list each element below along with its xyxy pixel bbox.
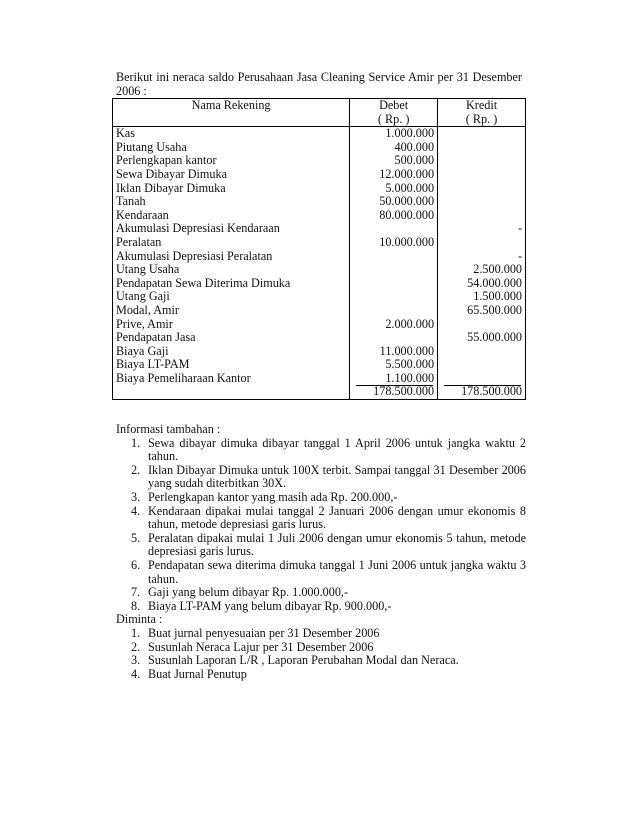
list-item-text: Gaji yang belum dibayar Rp. 1.000.000,-	[148, 585, 349, 600]
table-row	[113, 127, 526, 141]
debet-cell: 12.000.000	[350, 168, 438, 182]
kredit-cell	[438, 345, 526, 359]
debet-cell: 1.100.000	[350, 372, 438, 386]
list-item	[116, 559, 526, 586]
list-item-text: Pendapatan sewa diterima dimuka tanggal 1 Juni 2006 untuk jangka waktu 3 tahun.	[148, 557, 526, 586]
trial-balance-table	[112, 98, 526, 400]
debet-cell: 50.000.000	[350, 195, 438, 209]
account-name-cell: Tanah	[113, 195, 350, 209]
debet-cell: 10.000.000	[350, 236, 438, 250]
list-item-number: 1.	[131, 435, 141, 450]
kredit-cell	[438, 318, 526, 332]
table-row	[113, 372, 526, 386]
account-name-cell: Biaya LT-PAM	[113, 358, 350, 372]
table-row	[113, 277, 526, 291]
list-item-text: Buat Jurnal Penutup	[148, 666, 247, 681]
list-item-number: 5.	[131, 530, 141, 545]
account-name-cell: Biaya Gaji	[113, 345, 350, 359]
debet-cell: 2.000.000	[350, 318, 438, 332]
list-item	[116, 532, 526, 559]
account-name-cell: Perlengkapan kantor	[113, 154, 350, 168]
account-name-cell: Prive, Amir	[113, 318, 350, 332]
debet-cell	[350, 331, 438, 345]
table-total-row	[113, 385, 526, 399]
kredit-cell	[438, 195, 526, 209]
debet-cell	[350, 277, 438, 291]
total-label-cell	[113, 385, 350, 399]
account-name-cell: Akumulasi Depresiasi Kendaraan	[113, 222, 350, 236]
list-item	[116, 586, 526, 600]
account-name-cell: Peralatan	[113, 236, 350, 250]
intro-line-1: Berikut ini neraca saldo Perusahaan Jasa Cleaning Service Amir per 31 Desember	[116, 70, 522, 84]
list-item-number: 3.	[131, 653, 141, 668]
debet-cell: 11.000.000	[350, 345, 438, 359]
list-item-text: Biaya LT-PAM yang belum dibayar Rp. 900.000,-	[148, 598, 392, 613]
kredit-cell	[438, 154, 526, 168]
kredit-cell	[438, 168, 526, 182]
account-name-cell: Utang Gaji	[113, 290, 350, 304]
account-name-cell: Piutang Usaha	[113, 141, 350, 155]
table-row	[113, 263, 526, 277]
total-kredit-cell	[438, 385, 526, 399]
account-name-cell: Kas	[113, 127, 350, 141]
additional-info-section	[116, 423, 526, 681]
account-name-cell: Utang Usaha	[113, 263, 350, 277]
table-row	[113, 154, 526, 168]
account-name-cell: Kendaraan	[113, 209, 350, 223]
table-row	[113, 318, 526, 332]
kredit-cell	[438, 372, 526, 386]
list-item-number: 4.	[131, 666, 141, 681]
list-item	[116, 668, 526, 682]
debet-cell: 400.000	[350, 141, 438, 155]
kredit-cell	[438, 236, 526, 250]
table-row	[113, 209, 526, 223]
total-debet-cell	[350, 385, 438, 399]
list-item	[116, 464, 526, 491]
diminta-list	[116, 627, 526, 681]
debet-cell: 5.500.000	[350, 358, 438, 372]
list-item-text: Sewa dibayar dimuka dibayar tanggal 1 April 2006 untuk jangka waktu 2 tahun.	[148, 435, 526, 464]
account-name-cell: Sewa Dibayar Dimuka	[113, 168, 350, 182]
debet-cell: 80.000.000	[350, 209, 438, 223]
debet-cell	[350, 222, 438, 236]
header-kredit-unit: ( Rp. )	[465, 111, 498, 126]
table-row	[113, 222, 526, 236]
diminta-title: Diminta :	[116, 612, 163, 627]
account-name-cell: Pendapatan Sewa Diterima Dimuka	[113, 277, 350, 291]
table-row	[113, 195, 526, 209]
header-debet	[350, 99, 438, 127]
debet-cell	[350, 290, 438, 304]
info-title: Informasi tambahan :	[116, 422, 221, 436]
kredit-cell: 55.000.000	[438, 331, 526, 345]
kredit-cell: 65.500.000	[438, 304, 526, 318]
list-item-text: Susunlah Neraca Lajur per 31 Desember 2006	[148, 639, 374, 654]
debet-cell: 1.000.000	[350, 127, 438, 141]
account-name-cell: Pendapatan Jasa	[113, 331, 350, 345]
list-item-number: 6.	[131, 557, 141, 572]
debet-cell	[350, 263, 438, 277]
list-item-number: 2.	[131, 462, 141, 477]
table-row	[113, 345, 526, 359]
list-item-text: Peralatan dipakai mulai 1 Juli 2006 dengan umur ekonomis 5 tahun, metode depresiasi garis lurus.	[148, 530, 526, 559]
list-item	[116, 600, 526, 614]
debet-cell: 5.000.000	[350, 182, 438, 196]
account-name-cell: Akumulasi Depresiasi Peralatan	[113, 250, 350, 264]
list-item-text: Susunlah Laporan L/R , Laporan Perubahan Modal dan Neraca.	[148, 653, 459, 668]
account-name-cell: Biaya Pemeliharaan Kantor	[113, 372, 350, 386]
list-item-number: 3.	[131, 489, 141, 504]
total-debet-value: 178.500.000	[373, 384, 435, 399]
header-debet-label: Debet	[379, 98, 409, 112]
list-item-number: 8.	[131, 598, 141, 613]
list-item	[116, 654, 526, 668]
account-name-cell: Modal, Amir	[113, 304, 350, 318]
kredit-cell: 1.500.000	[438, 290, 526, 304]
table-row	[113, 168, 526, 182]
table-row	[113, 290, 526, 304]
header-kredit	[438, 99, 526, 127]
debet-cell	[350, 304, 438, 318]
kredit-cell	[438, 141, 526, 155]
list-item-text: Perlengkapan kantor yang masih ada Rp. 200.000,-	[148, 489, 398, 504]
table-row	[113, 331, 526, 345]
info-list	[116, 437, 526, 614]
table-header-row	[113, 99, 526, 127]
table-row	[113, 182, 526, 196]
kredit-cell: -	[438, 250, 526, 264]
header-nama-rekening	[113, 99, 350, 127]
kredit-cell	[438, 182, 526, 196]
table-row	[113, 250, 526, 264]
total-kredit-value: 178.500.000	[461, 384, 522, 399]
account-name-cell: Iklan Dibayar Dimuka	[113, 182, 350, 196]
header-nama-rekening-label: Nama Rekening	[191, 98, 271, 112]
kredit-cell	[438, 127, 526, 141]
list-item-text: Iklan Dibayar Dimuka untuk 100X terbit. Sampai tanggal 31 Desember 2006 yang sudah diterbitkan 30X.	[148, 462, 526, 491]
list-item	[116, 491, 526, 505]
table-row	[113, 304, 526, 318]
list-item-number: 2.	[131, 639, 141, 654]
list-item	[116, 505, 526, 532]
intro-line-2: 2006 :	[116, 84, 147, 98]
list-item	[116, 437, 526, 464]
table-row	[113, 358, 526, 372]
list-item-text: Kendaraan dipakai mulai tanggal 2 Januari 2006 dengan umur ekonomis 8 tahun, metode depresiasi garis lurus.	[148, 503, 526, 532]
kredit-cell: 2.500.000	[438, 263, 526, 277]
list-item-number: 4.	[131, 503, 141, 518]
header-kredit-label: Kredit	[465, 98, 498, 112]
list-item-number: 1.	[131, 625, 141, 640]
table-row	[113, 236, 526, 250]
kredit-cell	[438, 209, 526, 223]
list-item-number: 7.	[131, 585, 141, 600]
list-item-text: Buat jurnal penyesuaian per 31 Desember 2006	[148, 625, 380, 640]
total-underline	[444, 385, 521, 386]
debet-cell	[350, 250, 438, 264]
kredit-cell: 54.000.000	[438, 277, 526, 291]
list-item	[116, 641, 526, 655]
kredit-cell: -	[438, 222, 526, 236]
list-item	[116, 627, 526, 641]
table-row	[113, 141, 526, 155]
total-underline	[356, 385, 433, 386]
kredit-cell	[438, 358, 526, 372]
header-debet-unit: ( Rp. )	[377, 111, 410, 126]
debet-cell: 500.000	[350, 154, 438, 168]
